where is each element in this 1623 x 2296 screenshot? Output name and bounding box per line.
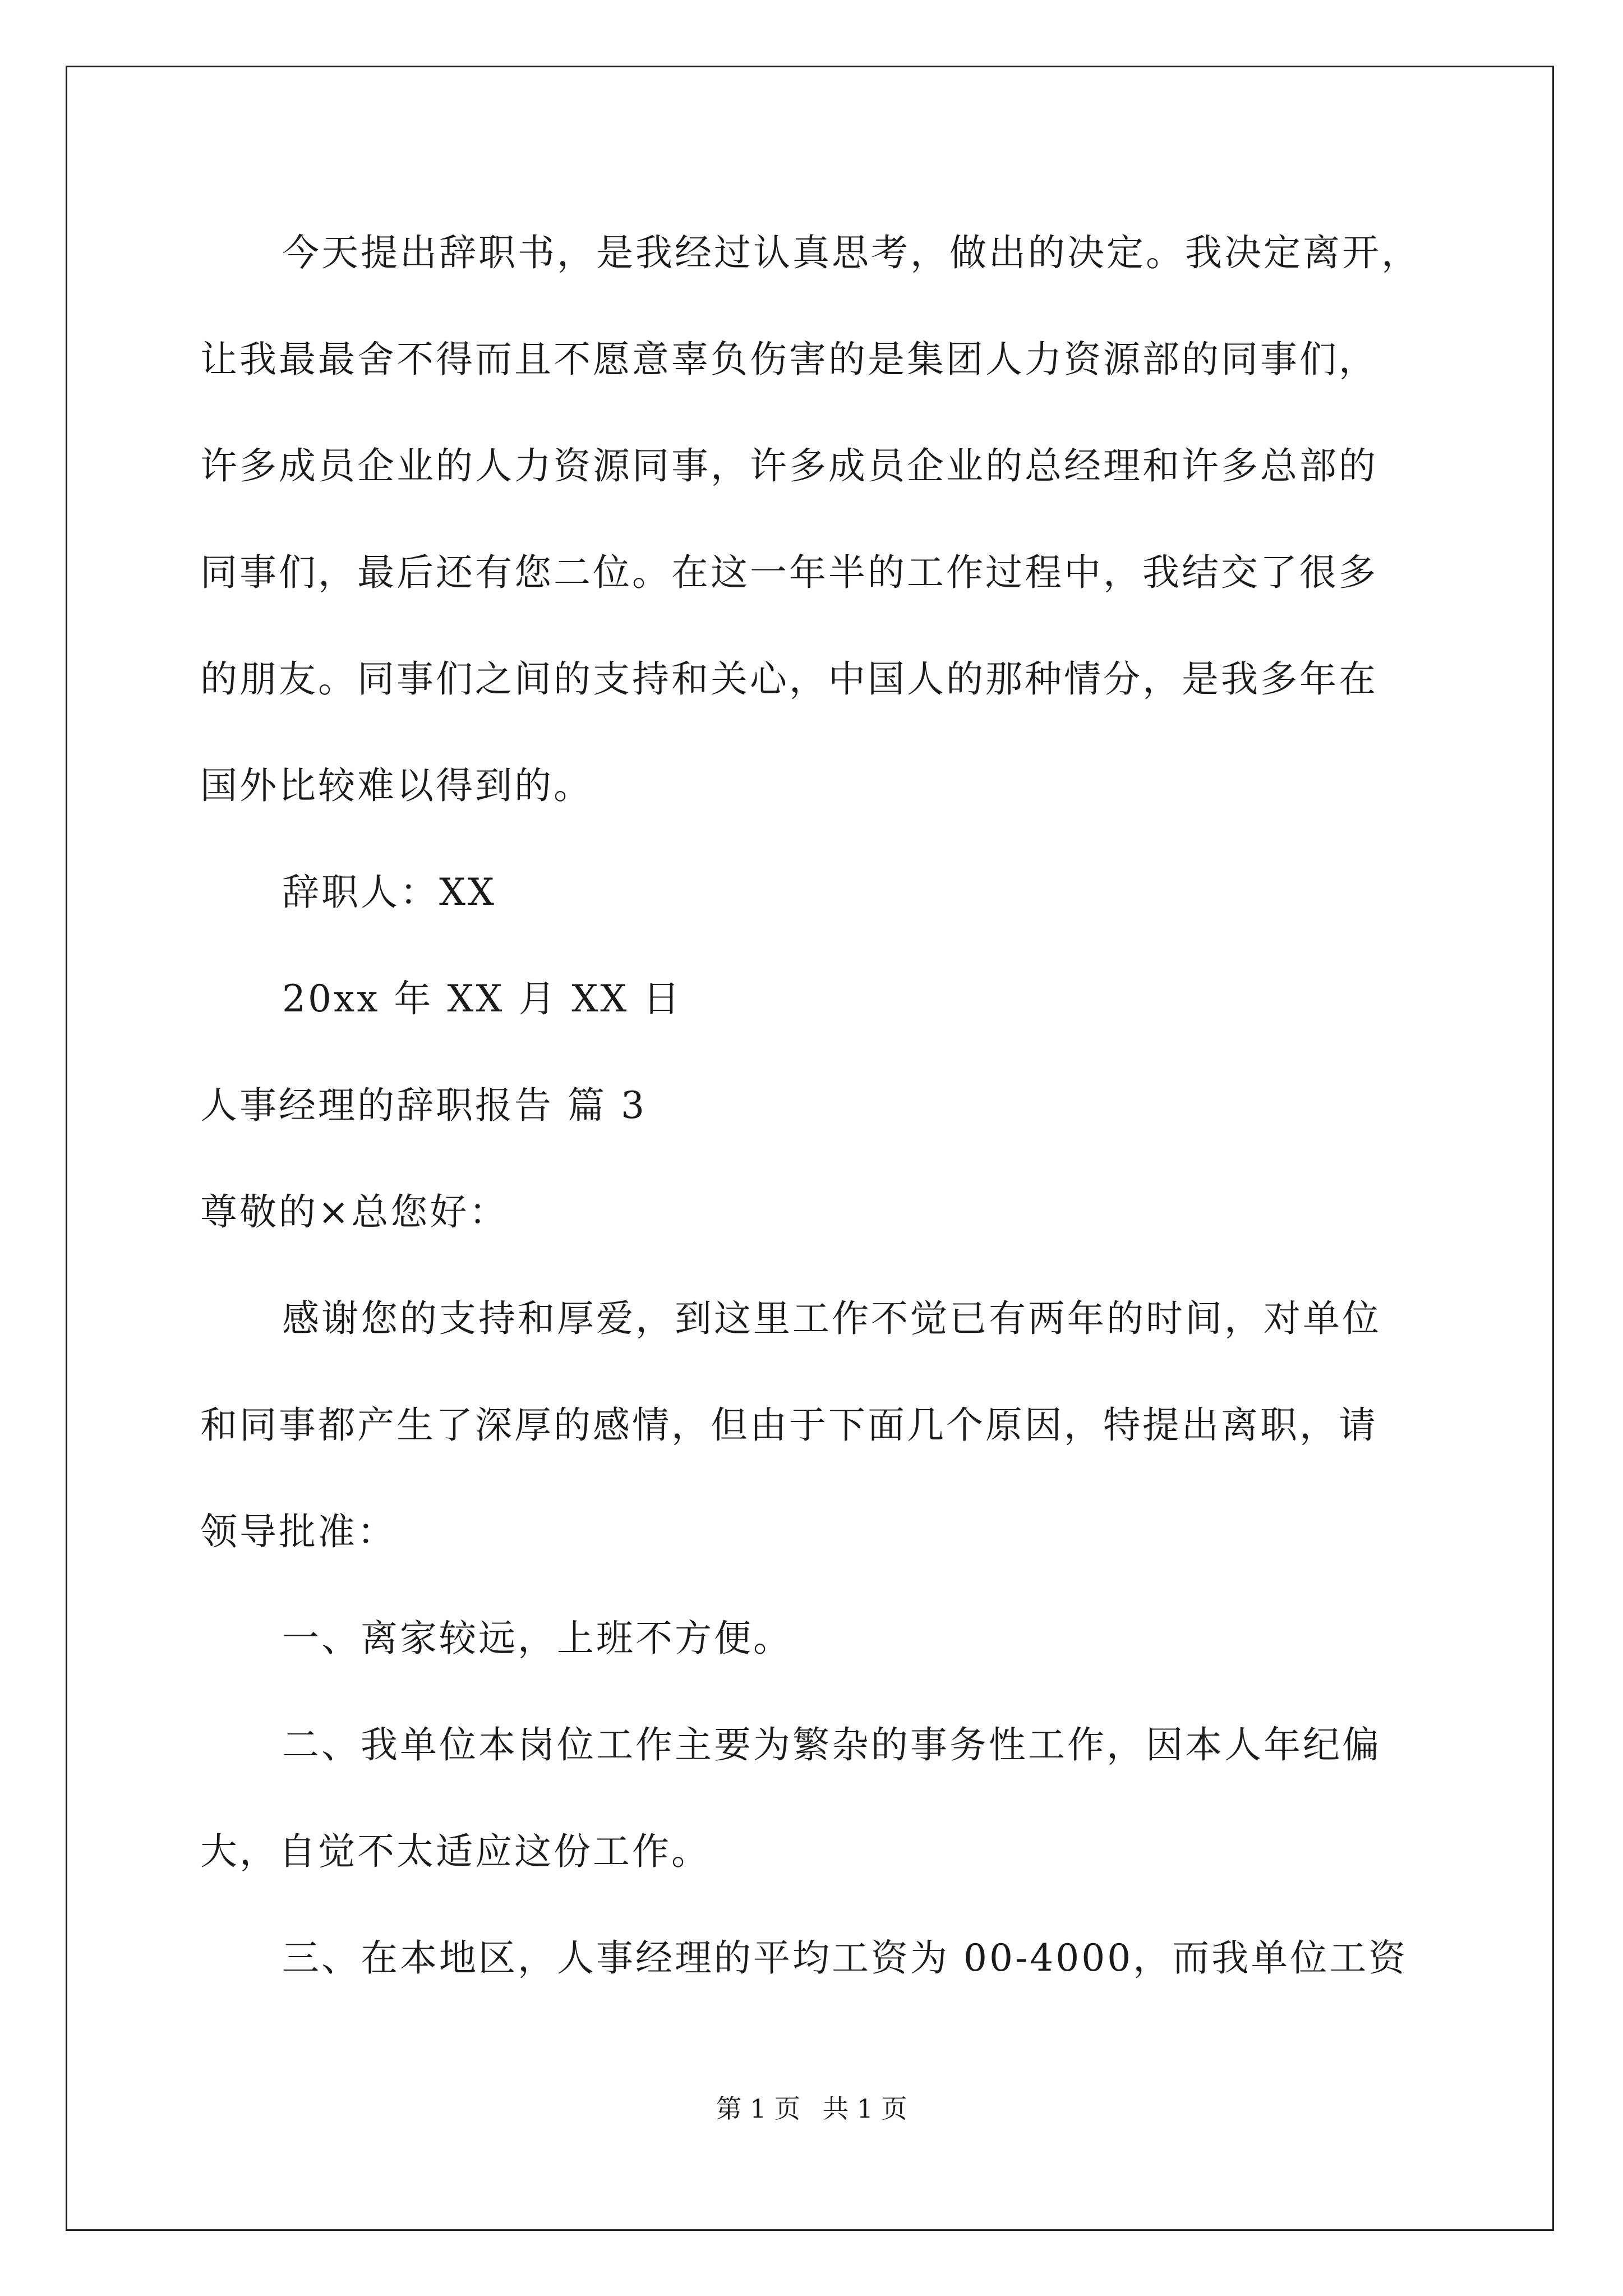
page-border (66, 66, 1554, 2231)
paragraph-line: 国外比较难以得到的。 (200, 764, 593, 807)
salutation: 尊敬的×总您好： (200, 1190, 509, 1234)
paragraph-line: 今天提出辞职书，是我经过认真思考，做出的决定。我决定离开， (282, 231, 1421, 274)
paragraph-line: 许多成员企业的人力资源同事，许多成员企业的总经理和许多总部的 (200, 444, 1378, 487)
reason-item-continuation: 大，自觉不太适应这份工作。 (200, 1830, 711, 1873)
section-heading: 人事经理的辞职报告 篇 3 (200, 1084, 647, 1127)
paragraph-line: 让我最最舍不得而且不愿意辜负伤害的是集团人力资源部的同事们， (200, 338, 1378, 381)
paragraph-line: 感谢您的支持和厚爱，到这里工作不觉已有两年的时间，对单位 (282, 1297, 1381, 1340)
reason-item: 三、在本地区，人事经理的平均工资为 00-4000，而我单位工资 (282, 1936, 1408, 1980)
paragraph-line: 的朋友。同事们之间的支持和关心，中国人的那种情分，是我多年在 (200, 657, 1378, 701)
page-total: 共 1 页 (823, 2093, 907, 2124)
paragraph-line: 领导批准： (200, 1510, 396, 1553)
paragraph-line: 和同事都产生了深厚的感情，但由于下面几个原因，特提出离职，请 (200, 1404, 1378, 1447)
reason-item: 一、离家较远，上班不方便。 (282, 1617, 792, 1660)
date-line: 20xx 年 XX 月 XX 日 (282, 977, 683, 1020)
signature-line: 辞职人：XX (282, 871, 496, 914)
paragraph-line: 同事们，最后还有您二位。在这一年半的工作过程中，我结交了很多 (200, 551, 1378, 594)
page-number: 第 1 页 (716, 2093, 800, 2124)
page-footer (0, 2093, 1623, 2124)
reason-item: 二、我单位本岗位工作主要为繁杂的事务性工作，因本人年纪偏 (282, 1723, 1381, 1766)
